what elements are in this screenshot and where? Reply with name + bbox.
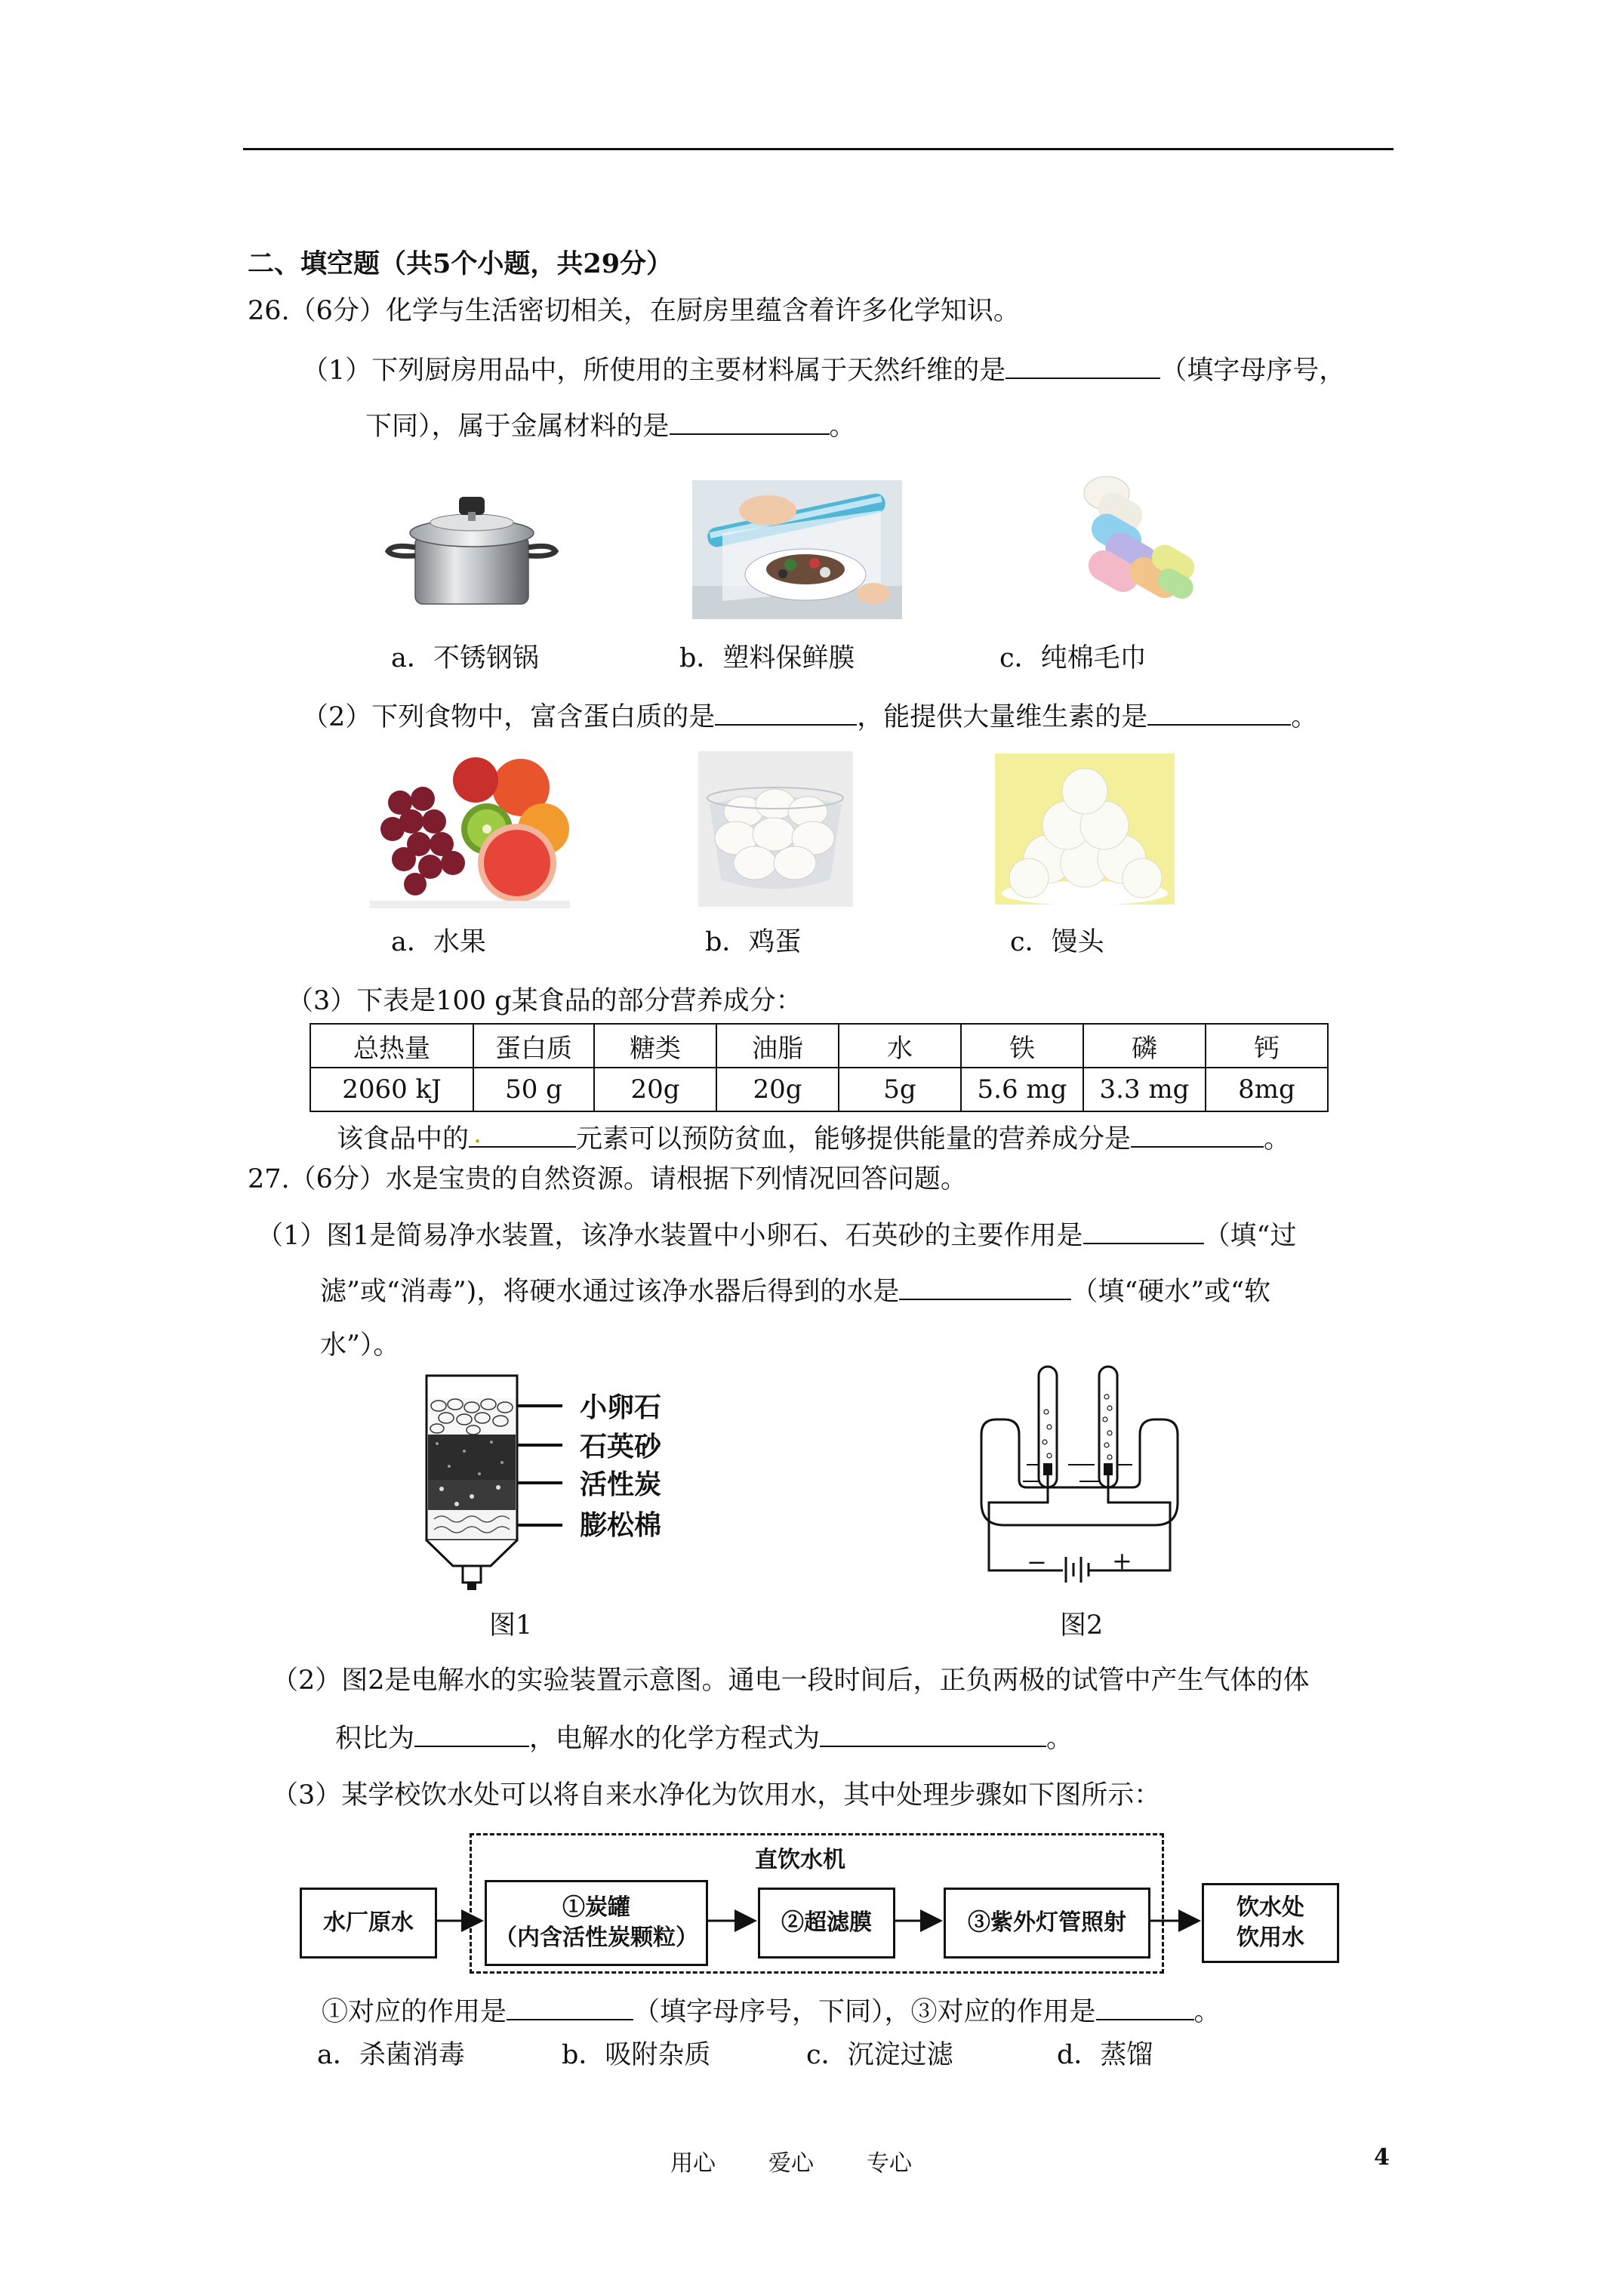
q27-part1-line3: 水”）。 [320, 1330, 400, 1361]
fig2-plus-label: + [1112, 1546, 1132, 1575]
table-header-cell: 水 [839, 1024, 961, 1068]
answer-blank-step1-role[interactable] [507, 1993, 633, 2020]
table-header-cell: 蛋白质 [473, 1024, 594, 1068]
flow-step1-label-a: ①炭罐 [562, 1894, 630, 1921]
q26-p1-end: 。 [829, 411, 856, 442]
table-cell: 50 g [473, 1068, 594, 1111]
q27-p2-text-c: ，电解水的化学方程式为 [529, 1724, 821, 1754]
q26-p3-dot: . [473, 1119, 482, 1149]
fig1-label-activated-carbon: 活性炭 [580, 1469, 662, 1500]
page-number: 4 [1374, 2144, 1390, 2171]
answer-blank-step3-role[interactable] [1096, 1993, 1194, 2020]
table-header-cell: 钙 [1206, 1024, 1328, 1068]
flow-start-label: 水厂原水 [323, 1909, 414, 1936]
q27-p3-text-a: ①对应的作用是 [322, 1997, 507, 2027]
q27-option-d: d．蒸馏 [1057, 2040, 1153, 2070]
fig2-minus-label: − [1027, 1548, 1047, 1576]
q27-p1-text-b: （填“过 [1203, 1221, 1297, 1251]
q27-part3-question [322, 1993, 1221, 2029]
q26-item-c1: c．纯棉毛巾 [999, 643, 1147, 673]
q26-item-a1: a．不锈钢锅 [391, 643, 539, 673]
footer-motto-3: 专心 [867, 2150, 912, 2177]
flow-end-label-b: 饮用水 [1236, 1925, 1304, 1951]
q26-item-b1: b．塑料保鲜膜 [679, 643, 855, 673]
q26-item-a2: a．水果 [391, 927, 486, 957]
q27-p2-text-b: 积比为 [335, 1724, 415, 1754]
q27-p1-text-c: 滤”或“消毒”)，将硬水通过该净水器后得到的水是 [320, 1277, 900, 1307]
flow-end-label-a: 饮水处 [1236, 1894, 1304, 1921]
flow-step3-label: ③紫外灯管照射 [968, 1909, 1126, 1936]
q26-p1-text-b: （填字母序号， [1160, 356, 1346, 386]
table-cell: 8mg [1206, 1068, 1328, 1111]
table-header-cell: 油脂 [716, 1024, 839, 1068]
q26-p2-end: 。 [1291, 702, 1318, 732]
q27-option-b: b．吸附杂质 [562, 2040, 711, 2070]
q27-part3-intro: （3）某学校饮水处可以将自来水净化为饮用水，其中处理步骤如下图所示： [272, 1780, 1161, 1811]
fig1-label-pebbles: 小卵石 [580, 1391, 662, 1423]
q27-p3-text-b: （填字母序号，下同），③对应的作用是 [633, 1997, 1096, 2027]
table-cell: 5.6 mg [961, 1068, 1083, 1111]
q27-p1-text-d: （填“硬水”或“软 [1071, 1277, 1271, 1307]
section-title: 二、填空题（共5个小题，共29分） [248, 248, 673, 279]
table-header-cell: 糖类 [594, 1024, 716, 1068]
q27-p1-text-a: （1）图1是简易净水装置，该净水装置中小卵石、石英砂的主要作用是 [257, 1221, 1083, 1251]
water-machine-label: 直饮水机 [755, 1847, 845, 1873]
table-cell: 20g [594, 1068, 716, 1111]
q26-p1-text-c: 下同），属于金属材料的是 [365, 411, 670, 442]
q26-p3-text-b: 元素可以预防贫血，能够提供能量的营养成分是 [576, 1124, 1132, 1154]
q26-p3-end: 。 [1264, 1124, 1291, 1154]
table-header-cell: 总热量 [310, 1024, 473, 1068]
fig1-label-quartz-sand: 石英砂 [580, 1431, 662, 1462]
table-header-cell: 铁 [961, 1024, 1083, 1068]
q27-part2-line1: （2）图2是电解水的实验装置示意图。通电一段时间后，正负两极的试管中产生气体的体 [272, 1666, 1310, 1696]
table-cell: 2060 kJ [310, 1068, 473, 1111]
q26-stem: 26.（6分）化学与生活密切相关，在厨房里蕴含着许多化学知识。 [248, 296, 1020, 326]
q27-p2-end: 。 [1046, 1724, 1073, 1754]
table-cell: 3.3 mg [1083, 1068, 1206, 1111]
fig1-caption: 图1 [489, 1610, 533, 1641]
q26-item-b2: b．鸡蛋 [705, 927, 802, 957]
table-cell: 5g [839, 1068, 961, 1111]
q26-part3-intro: （3）下表是100 g某食品的部分营养成分： [287, 986, 802, 1016]
q26-item-c2: c．馒头 [1010, 927, 1104, 957]
q27-p3-end: 。 [1193, 1997, 1221, 2027]
flow-step2-label: ②超滤膜 [781, 1909, 872, 1936]
table-cell: 20g [716, 1068, 839, 1111]
q26-p2-text-b: ，能提供大量维生素的是 [857, 702, 1148, 732]
q26-p2-text-a: （2）下列食物中，富含蛋白质的是 [302, 702, 716, 732]
q27-option-c: c．沉淀过滤 [806, 2040, 953, 2070]
footer-motto-1: 用心 [670, 2150, 716, 2177]
flow-step1-label-b: （内含活性炭颗粒） [494, 1925, 698, 1951]
q26-p1-text-a: （1）下列厨房用品中，所使用的主要材料属于天然纤维的是 [302, 356, 1006, 386]
q26-p3-text-a: 该食品中的 [337, 1124, 470, 1154]
q27-option-a: a．杀菌消毒 [317, 2040, 465, 2070]
table-header-cell: 磷 [1083, 1024, 1206, 1068]
footer-motto-2: 爱心 [768, 2150, 814, 2177]
q27-stem: 27.（6分）水是宝贵的自然资源。请根据下列情况回答问题。 [248, 1164, 967, 1194]
fig2-caption: 图2 [1060, 1610, 1104, 1641]
fig1-label-cotton: 膨松棉 [580, 1509, 662, 1541]
